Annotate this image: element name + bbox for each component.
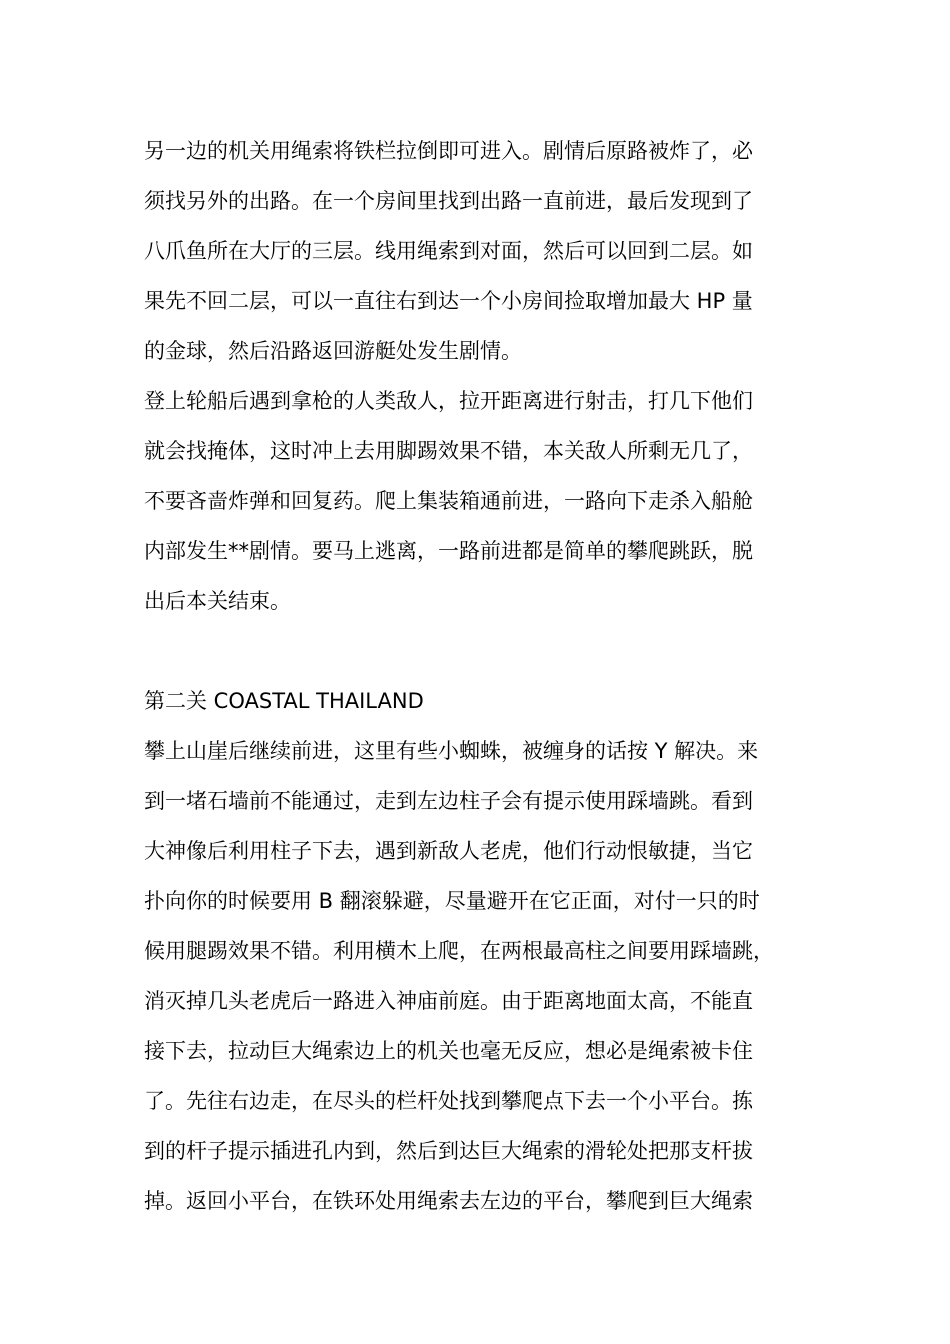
text-line: 攀上山崖后继续前进，这里有些小蜘蛛，被缠身的话按 Y 解决。来 (144, 739, 759, 763)
text-line: 内部发生**剧情。要马上逃离，一路前进都是简单的攀爬跳跃，脱 (144, 539, 753, 563)
text-line: 出后本关结束。 (144, 589, 291, 613)
text-line: 接下去，拉动巨大绳索边上的机关也毫无反应，想必是绳索被卡住 (144, 1039, 753, 1063)
paragraph-1 (144, 126, 834, 376)
text-line: 了。先往右边走，在尽头的栏杆处找到攀爬点下去一个小平台。拣 (144, 1089, 753, 1113)
text-line: 登上轮船后遇到拿枪的人类敌人，拉开距离进行射击，打几下他们 (144, 389, 753, 413)
text-line: 不要吝啬炸弹和回复药。爬上集装箱通前进，一路向下走杀入船舱 (144, 489, 753, 513)
text-line: 八爪鱼所在大厅的三层。线用绳索到对面，然后可以回到二层。如 (144, 239, 753, 263)
text-line: 到一堵石墙前不能通过，走到左边柱子会有提示使用踩墙跳。看到 (144, 789, 753, 813)
text-line: 另一边的机关用绳索将铁栏拉倒即可进入。剧情后原路被炸了，必 (144, 139, 753, 163)
text-line: 就会找掩体，这时冲上去用脚踢效果不错，本关敌人所剩无几了， (144, 439, 753, 463)
blank-line (144, 626, 834, 676)
text-line: 候用腿踢效果不错。利用横木上爬，在两根最高柱之间要用踩墙跳， (144, 939, 774, 963)
text-line: 大神像后利用柱子下去，遇到新敌人老虎，他们行动恨敏捷，当它 (144, 839, 753, 863)
text-line: 果先不回二层，可以一直往右到达一个小房间捡取增加最大 HP 量 (144, 289, 753, 313)
text-line: 到的杆子提示插进孔内到，然后到达巨大绳索的滑轮处把那支杆拔 (144, 1139, 753, 1163)
text-line: 掉。返回小平台，在铁环处用绳索去左边的平台，攀爬到巨大绳索 (144, 1189, 753, 1213)
paragraph-2 (144, 376, 834, 626)
document-body (144, 126, 834, 1226)
text-line: 的金球，然后沿路返回游艇处发生剧情。 (144, 339, 522, 363)
paragraph-3 (144, 726, 834, 1226)
section-heading: 第二关 COASTAL THAILAND (144, 689, 424, 713)
text-line: 消灭掉几头老虎后一路进入神庙前庭。由于距离地面太高，不能直 (144, 989, 753, 1013)
text-line: 须找另外的出路。在一个房间里找到出路一直前进，最后发现到了 (144, 189, 753, 213)
text-line: 扑向你的时候要用 B 翻滚躲避，尽量避开在它正面，对付一只的时 (144, 889, 760, 913)
